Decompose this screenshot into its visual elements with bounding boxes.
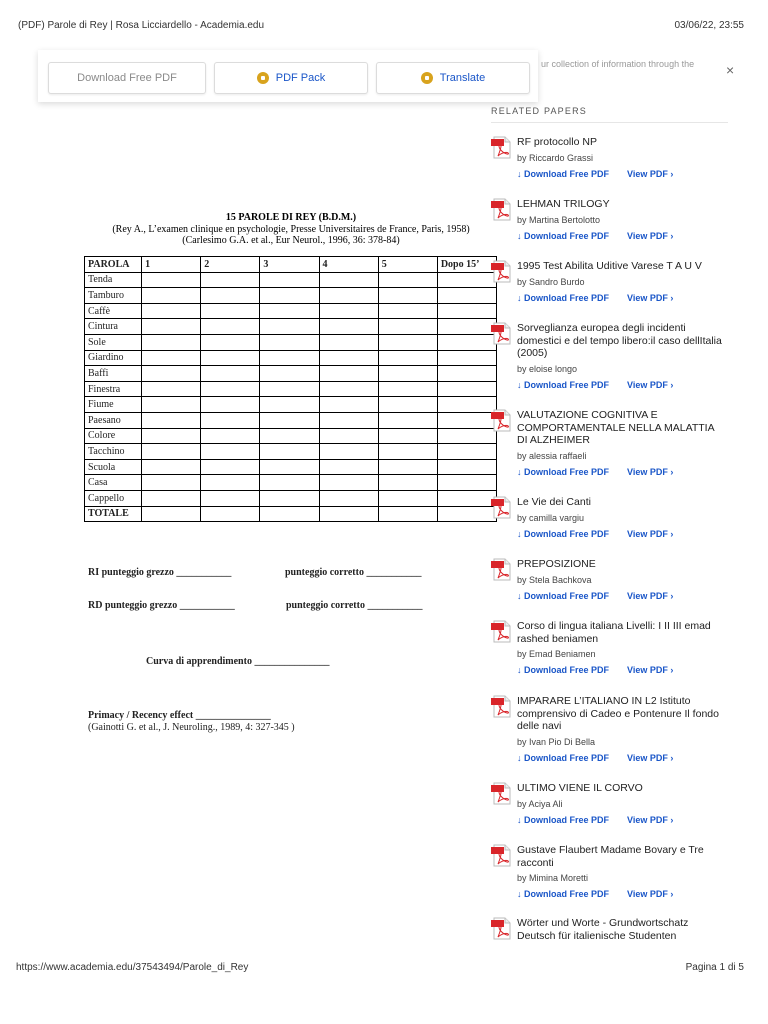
lock-icon bbox=[421, 72, 433, 84]
related-paper-actions bbox=[517, 467, 673, 477]
score-cell bbox=[319, 444, 378, 460]
score-cell bbox=[319, 490, 378, 506]
score-cell bbox=[142, 366, 201, 382]
download-free-pdf-link[interactable] bbox=[517, 815, 609, 825]
total-label: TOTALE bbox=[85, 506, 142, 522]
chevron-right-icon: › bbox=[667, 230, 674, 241]
word-cell: Tamburo bbox=[85, 288, 142, 304]
score-cell bbox=[437, 381, 496, 397]
related-paper-actions bbox=[517, 169, 673, 179]
related-paper-actions bbox=[517, 380, 673, 390]
view-link-label: View PDF bbox=[627, 230, 668, 241]
total-cell bbox=[260, 506, 319, 522]
gainotti-citation: (Gainotti G. et al., J. Neuroling., 1989, 4: 327-345 ) bbox=[88, 722, 295, 733]
view-link-label: View PDF bbox=[627, 814, 668, 825]
divider bbox=[491, 122, 728, 123]
score-cell bbox=[201, 366, 260, 382]
score-cell bbox=[319, 397, 378, 413]
score-cell bbox=[201, 334, 260, 350]
score-cell bbox=[437, 428, 496, 444]
table-row bbox=[85, 334, 497, 350]
download-arrow-icon: ↓ bbox=[517, 292, 525, 303]
score-cell bbox=[260, 475, 319, 491]
view-pdf-link[interactable] bbox=[627, 591, 673, 601]
print-footer-url: https://www.academia.edu/37543494/Parole_di_Rey bbox=[16, 962, 249, 973]
table-row bbox=[85, 444, 497, 460]
score-cell bbox=[319, 272, 378, 288]
word-cell: Tacchino bbox=[85, 444, 142, 460]
total-cell bbox=[201, 506, 260, 522]
score-cell bbox=[437, 319, 496, 335]
lock-icon bbox=[257, 72, 269, 84]
related-paper-actions bbox=[517, 293, 673, 303]
pdf-file-icon bbox=[491, 260, 512, 284]
word-cell: Colore bbox=[85, 428, 142, 444]
view-pdf-link[interactable] bbox=[627, 753, 673, 763]
pdf-pack-label: PDF Pack bbox=[275, 72, 326, 84]
download-arrow-icon: ↓ bbox=[517, 665, 525, 675]
score-cell bbox=[319, 412, 378, 428]
table-row bbox=[85, 459, 497, 475]
related-paper-author[interactable]: by Emad Beniamen bbox=[517, 649, 596, 659]
related-paper-title[interactable]: Corso di lingua italiana Livelli: I II III emad rashed beniamen bbox=[517, 620, 711, 645]
download-link-label: Download Free PDF bbox=[524, 379, 610, 390]
word-cell: Scuola bbox=[85, 459, 142, 475]
document-header bbox=[86, 212, 496, 247]
download-free-pdf-link[interactable] bbox=[517, 529, 609, 539]
total-cell bbox=[437, 506, 496, 522]
download-link-label: Download Free PDF bbox=[524, 752, 610, 763]
score-cell bbox=[437, 490, 496, 506]
score-cell bbox=[201, 428, 260, 444]
word-cell: Baffi bbox=[85, 366, 142, 382]
total-cell bbox=[319, 506, 378, 522]
document-citation-rey: (Rey A., L’examen clinique en psychologie, Presse Universitaires de France, Paris, 1958) bbox=[112, 223, 470, 235]
ri-corrected-score: punteggio corretto ___________ bbox=[285, 567, 422, 578]
related-paper-author[interactable]: by Martina Bertolotto bbox=[517, 214, 601, 225]
view-link-label: View PDF bbox=[627, 168, 668, 179]
score-cell bbox=[378, 272, 437, 288]
print-header-datetime: 03/06/22, 23:55 bbox=[674, 20, 744, 31]
score-cell bbox=[260, 428, 319, 444]
pdf-pack-button[interactable] bbox=[214, 62, 368, 94]
download-arrow-icon: ↓ bbox=[517, 528, 525, 539]
view-pdf-link[interactable] bbox=[627, 380, 673, 390]
ri-raw-score: RI punteggio grezzo ___________ bbox=[88, 567, 232, 578]
view-link-label: View PDF bbox=[627, 752, 668, 763]
related-paper-title[interactable]: IMPARARE L’ITALIANO IN L2 Istituto comprensivo di Cadeo e Pontenure Il fondo delle navi bbox=[517, 695, 719, 732]
score-cell bbox=[437, 412, 496, 428]
primacy-recency-label: Primacy / Recency effect _______________ bbox=[88, 710, 271, 721]
score-cell bbox=[201, 412, 260, 428]
download-arrow-icon: ↓ bbox=[517, 814, 525, 825]
score-cell bbox=[319, 366, 378, 382]
score-cell bbox=[142, 459, 201, 475]
pdf-file-icon bbox=[491, 782, 512, 806]
print-footer-page: Pagina 1 di 5 bbox=[685, 962, 744, 973]
related-paper-author[interactable]: by camilla vargiu bbox=[517, 512, 585, 523]
score-cell bbox=[260, 272, 319, 288]
score-cell bbox=[142, 381, 201, 397]
related-paper-actions bbox=[517, 591, 673, 601]
score-cell bbox=[142, 397, 201, 413]
score-cell bbox=[378, 303, 437, 319]
score-cell bbox=[319, 381, 378, 397]
document-citation-carlesimo: (Carlesimo G.A. et al., Eur Neurol., 1996, 36: 378-84) bbox=[182, 235, 400, 246]
related-paper-title[interactable]: Sorveglianza europea degli incidenti domestici e del tempo libero:il caso dellItalia (2005) bbox=[517, 322, 722, 359]
related-paper-author[interactable]: by Mimina Moretti bbox=[517, 873, 589, 883]
download-arrow-icon: ↓ bbox=[517, 752, 525, 763]
score-cell bbox=[142, 319, 201, 335]
download-arrow-icon: ↓ bbox=[517, 466, 525, 477]
score-cell bbox=[201, 490, 260, 506]
column-header: 2 bbox=[201, 257, 260, 273]
pdf-file-icon bbox=[491, 844, 512, 868]
score-cell bbox=[437, 459, 496, 475]
score-cell bbox=[142, 288, 201, 304]
pdf-file-icon bbox=[491, 409, 512, 433]
score-cell bbox=[378, 412, 437, 428]
download-free-pdf-link[interactable] bbox=[517, 591, 609, 601]
chevron-right-icon: › bbox=[667, 590, 674, 601]
download-link-label: Download Free PDF bbox=[524, 814, 610, 825]
download-free-pdf-link[interactable] bbox=[517, 293, 609, 303]
score-cell bbox=[378, 490, 437, 506]
related-papers-heading: RELATED PAPERS bbox=[491, 106, 587, 116]
word-cell: Giardino bbox=[85, 350, 142, 366]
word-cell: Cappello bbox=[85, 490, 142, 506]
score-cell bbox=[201, 303, 260, 319]
score-cell bbox=[142, 350, 201, 366]
download-link-label: Download Free PDF bbox=[524, 466, 610, 477]
score-cell bbox=[378, 428, 437, 444]
related-paper-title[interactable]: VALUTAZIONE COGNITIVA E COMPORTAMENTALE NELLA MALATTIA DI ALZHEIMER bbox=[517, 409, 715, 446]
chevron-right-icon: › bbox=[667, 814, 674, 825]
view-link-label: View PDF bbox=[627, 528, 668, 539]
related-paper-title[interactable]: Gustave Flaubert Madame Bovary e Tre racconti bbox=[517, 844, 704, 869]
print-header bbox=[18, 20, 744, 31]
score-cell bbox=[319, 319, 378, 335]
related-paper-actions bbox=[517, 231, 673, 241]
chevron-right-icon: › bbox=[667, 665, 674, 675]
related-paper-author[interactable]: by Aciya Ali bbox=[517, 798, 563, 809]
related-paper-actions bbox=[517, 889, 673, 899]
score-cell bbox=[260, 397, 319, 413]
score-cell bbox=[260, 303, 319, 319]
score-cell bbox=[142, 272, 201, 288]
column-header: PAROLA bbox=[85, 257, 142, 273]
score-cell bbox=[437, 397, 496, 413]
pdf-file-icon bbox=[491, 558, 512, 582]
score-cell bbox=[142, 428, 201, 444]
table-row bbox=[85, 428, 497, 444]
related-paper-title[interactable]: Wörter und Worte - Grundwortschatz Deutsch für italienische Studenten bbox=[517, 917, 689, 942]
pdf-file-icon bbox=[491, 620, 512, 644]
related-paper-title[interactable]: RF protocollo NP bbox=[517, 136, 597, 148]
word-cell: Finestra bbox=[85, 381, 142, 397]
related-paper-actions bbox=[517, 815, 673, 825]
view-pdf-link[interactable] bbox=[627, 529, 673, 539]
score-cell bbox=[201, 272, 260, 288]
related-paper-title[interactable]: Le Vie dei Canti bbox=[517, 496, 591, 508]
table-row bbox=[85, 366, 497, 382]
download-free-pdf-button[interactable] bbox=[48, 62, 206, 94]
document-title: 15 PAROLE DI REY (B.D.M.) bbox=[225, 212, 357, 223]
table-row bbox=[85, 381, 497, 397]
download-arrow-icon: ↓ bbox=[517, 590, 525, 601]
pdf-file-icon bbox=[491, 136, 512, 160]
column-header: 4 bbox=[319, 257, 378, 273]
score-cell bbox=[142, 334, 201, 350]
related-paper-title[interactable]: 1995 Test Abilita Uditive Varese T A U V bbox=[517, 260, 702, 272]
view-link-label: View PDF bbox=[627, 590, 668, 601]
download-free-pdf-link[interactable] bbox=[517, 665, 609, 675]
table-header-row bbox=[85, 257, 497, 273]
related-paper-author[interactable]: by Sandro Burdo bbox=[517, 276, 585, 287]
view-link-label: View PDF bbox=[627, 665, 668, 675]
view-link-label: View PDF bbox=[627, 379, 668, 390]
score-cell bbox=[201, 397, 260, 413]
column-header: 5 bbox=[378, 257, 437, 273]
score-cell bbox=[201, 381, 260, 397]
chevron-right-icon: › bbox=[667, 752, 674, 763]
word-cell: Caffè bbox=[85, 303, 142, 319]
download-arrow-icon: ↓ bbox=[517, 230, 525, 241]
score-cell bbox=[319, 334, 378, 350]
total-cell bbox=[142, 506, 201, 522]
download-arrow-icon: ↓ bbox=[517, 379, 525, 390]
score-cell bbox=[260, 350, 319, 366]
related-paper-author[interactable]: by alessia raffaeli bbox=[517, 450, 587, 461]
score-cell bbox=[201, 319, 260, 335]
word-cell: Casa bbox=[85, 475, 142, 491]
related-paper-author[interactable]: by Ivan Pio Di Bella bbox=[517, 736, 596, 747]
related-paper-author[interactable]: by Riccardo Grassi bbox=[517, 152, 594, 163]
download-free-pdf-link[interactable] bbox=[517, 753, 609, 763]
score-cell bbox=[260, 459, 319, 475]
word-cell: Tenda bbox=[85, 272, 142, 288]
background-snippet-text: ur collection of information through the bbox=[541, 59, 695, 69]
score-cell bbox=[437, 350, 496, 366]
score-cell bbox=[319, 350, 378, 366]
score-cell bbox=[260, 490, 319, 506]
translate-button[interactable] bbox=[376, 62, 530, 94]
view-pdf-link[interactable] bbox=[627, 231, 673, 241]
score-cell bbox=[437, 272, 496, 288]
score-cell bbox=[260, 319, 319, 335]
score-cell bbox=[437, 334, 496, 350]
total-cell bbox=[378, 506, 437, 522]
translate-label: Translate bbox=[439, 72, 486, 84]
score-cell bbox=[378, 350, 437, 366]
download-free-pdf-link[interactable] bbox=[517, 231, 609, 241]
score-cell bbox=[378, 444, 437, 460]
download-button-label: Download Free PDF bbox=[77, 72, 177, 84]
score-cell bbox=[142, 490, 201, 506]
download-link-label: Download Free PDF bbox=[524, 665, 610, 675]
download-link-label: Download Free PDF bbox=[524, 292, 610, 303]
close-icon[interactable]: × bbox=[726, 62, 735, 78]
download-free-pdf-link[interactable] bbox=[517, 889, 609, 899]
score-cell bbox=[319, 475, 378, 491]
score-cell bbox=[142, 412, 201, 428]
word-cell: Paesano bbox=[85, 412, 142, 428]
related-paper-title[interactable]: ULTIMO VIENE IL CORVO bbox=[517, 782, 643, 794]
view-pdf-link[interactable] bbox=[627, 169, 673, 179]
chevron-right-icon: › bbox=[667, 379, 674, 390]
view-pdf-link[interactable] bbox=[627, 665, 673, 675]
chevron-right-icon: › bbox=[667, 889, 674, 899]
score-cell bbox=[378, 319, 437, 335]
word-cell: Sole bbox=[85, 334, 142, 350]
chevron-right-icon: › bbox=[667, 528, 674, 539]
score-cell bbox=[378, 397, 437, 413]
column-header: 1 bbox=[142, 257, 201, 273]
learning-curve-label: Curva di apprendimento _______________ bbox=[146, 656, 330, 667]
total-row bbox=[85, 506, 497, 522]
related-paper-title[interactable]: PREPOSIZIONE bbox=[517, 558, 596, 570]
rd-corrected-score: punteggio corretto ___________ bbox=[286, 600, 423, 611]
score-cell bbox=[319, 428, 378, 444]
score-cell bbox=[378, 459, 437, 475]
view-pdf-link[interactable] bbox=[627, 889, 673, 899]
column-header: 3 bbox=[260, 257, 319, 273]
view-link-label: View PDF bbox=[627, 292, 668, 303]
chevron-right-icon: › bbox=[667, 168, 674, 179]
score-cell bbox=[437, 288, 496, 304]
score-cell bbox=[319, 459, 378, 475]
pdf-file-icon bbox=[491, 198, 512, 222]
score-cell bbox=[378, 366, 437, 382]
related-paper-actions bbox=[517, 665, 673, 675]
download-link-label: Download Free PDF bbox=[524, 168, 610, 179]
view-pdf-link[interactable] bbox=[627, 293, 673, 303]
chevron-right-icon: › bbox=[667, 466, 674, 477]
score-cell bbox=[201, 444, 260, 460]
table-row bbox=[85, 397, 497, 413]
related-paper-actions bbox=[517, 529, 673, 539]
print-header-title: (PDF) Parole di Rey | Rosa Licciardello - Academia.edu bbox=[18, 20, 265, 31]
score-cell bbox=[260, 381, 319, 397]
download-toolbar bbox=[38, 50, 538, 102]
view-pdf-link[interactable] bbox=[627, 467, 673, 477]
chevron-right-icon: › bbox=[667, 292, 674, 303]
score-cell bbox=[142, 475, 201, 491]
score-cell bbox=[260, 366, 319, 382]
related-paper-actions bbox=[517, 753, 673, 763]
score-cell bbox=[378, 288, 437, 304]
table-row bbox=[85, 272, 497, 288]
download-link-label: Download Free PDF bbox=[524, 590, 610, 601]
score-cell bbox=[319, 288, 378, 304]
pdf-file-icon bbox=[491, 917, 512, 941]
score-cell bbox=[260, 412, 319, 428]
score-cell bbox=[437, 444, 496, 460]
score-cell bbox=[260, 288, 319, 304]
score-cell bbox=[437, 303, 496, 319]
score-cell bbox=[201, 350, 260, 366]
word-cell: Cintura bbox=[85, 319, 142, 335]
table-row bbox=[85, 350, 497, 366]
download-free-pdf-link[interactable] bbox=[517, 467, 609, 477]
score-cell bbox=[319, 303, 378, 319]
table-row bbox=[85, 288, 497, 304]
rey-words-table bbox=[84, 256, 497, 522]
view-link-label: View PDF bbox=[627, 466, 668, 477]
table-row bbox=[85, 490, 497, 506]
print-footer bbox=[16, 962, 744, 973]
score-cell bbox=[260, 334, 319, 350]
download-link-label: Download Free PDF bbox=[524, 528, 610, 539]
score-cell bbox=[142, 444, 201, 460]
related-paper-title[interactable]: LEHMAN TRILOGY bbox=[517, 198, 610, 210]
view-link-label: View PDF bbox=[627, 889, 668, 899]
word-cell: Fiume bbox=[85, 397, 142, 413]
table-row bbox=[85, 475, 497, 491]
score-cell bbox=[378, 334, 437, 350]
download-free-pdf-link[interactable] bbox=[517, 380, 609, 390]
related-paper-author[interactable]: by eloise longo bbox=[517, 363, 578, 374]
score-cell bbox=[201, 459, 260, 475]
table-row bbox=[85, 303, 497, 319]
table-row bbox=[85, 319, 497, 335]
score-cell bbox=[437, 475, 496, 491]
download-free-pdf-link[interactable] bbox=[517, 169, 609, 179]
score-cell bbox=[378, 381, 437, 397]
score-cell bbox=[201, 475, 260, 491]
pdf-file-icon bbox=[491, 496, 512, 520]
score-cell bbox=[437, 366, 496, 382]
column-header: Dopo 15’ bbox=[437, 257, 496, 273]
download-arrow-icon: ↓ bbox=[517, 889, 525, 899]
view-pdf-link[interactable] bbox=[627, 815, 673, 825]
score-cell bbox=[260, 444, 319, 460]
download-link-label: Download Free PDF bbox=[524, 889, 610, 899]
related-paper-author[interactable]: by Stela Bachkova bbox=[517, 574, 592, 585]
download-link-label: Download Free PDF bbox=[524, 230, 610, 241]
download-arrow-icon: ↓ bbox=[517, 168, 525, 179]
score-cell bbox=[201, 288, 260, 304]
rd-raw-score: RD punteggio grezzo ___________ bbox=[88, 600, 235, 611]
pdf-file-icon bbox=[491, 322, 512, 346]
score-cell bbox=[378, 475, 437, 491]
pdf-file-icon bbox=[491, 695, 512, 719]
score-cell bbox=[142, 303, 201, 319]
table-row bbox=[85, 412, 497, 428]
